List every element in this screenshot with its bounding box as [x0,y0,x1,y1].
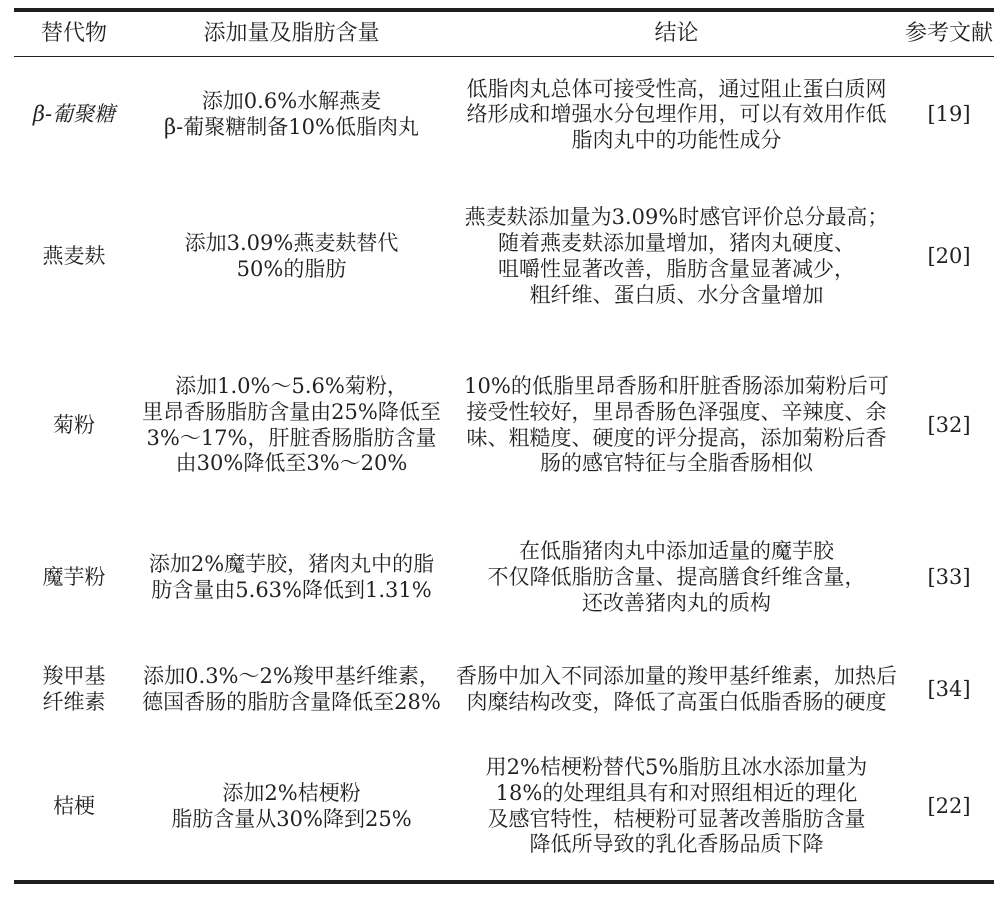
table-body [14,57,994,882]
cell-line: 里昂香肠脂肪含量由25%降低至 [142,399,441,424]
cell-conclusion [449,341,904,511]
cell-line: 用2%桔梗粉替代5%脂肪且冰水添加量为 [485,754,868,779]
cell-line: 肪含量由5.63%降低到1.31% [151,578,432,602]
cell-line: 德国香肠的脂肪含量降低至28% [142,689,441,714]
cell-conclusion [449,734,904,882]
cell-line: 香肠中加入不同添加量的羧甲基纤维素，加热后 [456,663,897,688]
cell-line: β-葡聚糖 [32,102,116,127]
header-amount-fat: 添加量及脂肪含量 [134,10,449,57]
cell-line: 18%的处理组具有和对照组相近的理化 [495,780,858,805]
cell-line: 肠的感官特征与全脂香肠相似 [540,451,813,476]
cell-conclusion [449,646,904,734]
cell-line: 燕麦麸 [42,244,106,269]
cell-line: 50%的脂肪 [236,257,347,281]
header-row [14,10,994,57]
cell-reference: [19] [927,102,971,127]
cell-substitute [14,734,134,882]
cell-line: 味、粗糙度、硬度的评分提高，添加菊粉后香 [466,425,887,450]
cell-substitute [14,174,134,341]
cell-substitute [14,341,134,511]
cell-line: 桔梗 [53,793,95,818]
cell-line: 肉糜结构改变，降低了高蛋白低脂香肠的硬度 [466,689,887,714]
cell-line: 3%～17%，肝脏香肠脂肪含量 [146,425,437,450]
cell-line: β-葡聚糖制备10%低脂肉丸 [164,115,419,140]
cell-line: 不仅降低脂肪含量、提高膳食纤维含量， [487,565,866,590]
cell-line: 菊粉 [53,412,95,437]
cell-conclusion [449,57,904,174]
cell-substitute [14,57,134,174]
cell-line: 添加0.3%～2%羧甲基纤维素， [143,663,440,688]
cell-line: 在低脂猪肉丸中添加适量的魔芋胶 [519,539,834,564]
cell-line: 脂肪含量从30%降到25% [171,806,412,831]
fat-substitute-table-container [14,8,994,884]
cell-conclusion [449,511,904,646]
cell-line: 魔芋粉 [42,565,106,590]
cell-substitute [14,646,134,734]
cell-substitute [14,511,134,646]
cell-line: 随着燕麦麸添加量增加，猪肉丸硬度、 [498,231,855,256]
table-row [14,734,994,882]
cell-amount [134,57,449,174]
cell-amount [134,341,449,511]
cell-reference: [20] [927,244,971,269]
table-header [14,10,994,57]
cell-amount [134,734,449,882]
cell-line: 络形成和增强水分包埋作用，可以有效用作低 [466,102,887,127]
cell-line: 脂肉丸中的功能性成分 [571,128,782,153]
table-row [14,57,994,174]
cell-line: 燕麦麸添加量为3.09%时感官评价总分最高； [464,205,889,230]
cell-amount [134,174,449,341]
cell-amount [134,646,449,734]
table-row [14,174,994,341]
cell-line: 由30%降低至3%～20% [175,451,408,476]
cell-line: 添加0.6%水解燕麦 [201,89,382,114]
cell-line: 添加3.09%燕麦麸替代 [184,231,399,256]
cell-line: 低脂肉丸总体可接受性高，通过阻止蛋白质网 [466,76,887,101]
header-conclusion: 结论 [449,10,904,57]
cell-line: 粗纤维、蛋白质、水分含量增加 [529,282,824,307]
cell-reference: [22] [904,734,994,882]
cell-amount [134,511,449,646]
cell-reference: [32] [927,412,971,437]
table-row [14,341,994,511]
table-row [14,646,994,734]
cell-reference: [33] [927,565,971,590]
cell-line: 还改善猪肉丸的质构 [582,590,771,615]
header-substitute: 替代物 [14,10,134,57]
cell-conclusion [449,174,904,341]
table-row [14,511,994,646]
cell-line: 添加2%魔芋胶，猪肉丸中的脂 [148,552,435,577]
cell-line: 咀嚼性显著改善，脂肪含量显著减少， [498,257,855,281]
cell-line: 10%的低脂里昂香肠和肝脏香肠添加菊粉后可 [464,373,889,398]
cell-line: 降低所导致的乳化香肠品质下降 [529,832,824,857]
cell-line: 羧甲基 [42,663,106,688]
cell-line: 纤维素 [42,689,106,714]
cell-line: 及感官特性，桔梗粉可显著改善脂肪含量 [487,806,866,831]
cell-line: 接受性较好，里昂香肠色泽强度、辛辣度、余 [466,399,887,424]
fat-substitute-table [14,8,994,884]
cell-line: 添加1.0%～5.6%菊粉， [175,373,408,398]
cell-line: 添加2%桔梗粉 [222,780,361,805]
cell-reference: [34] [927,676,971,701]
header-reference: 参考文献 [904,10,994,57]
